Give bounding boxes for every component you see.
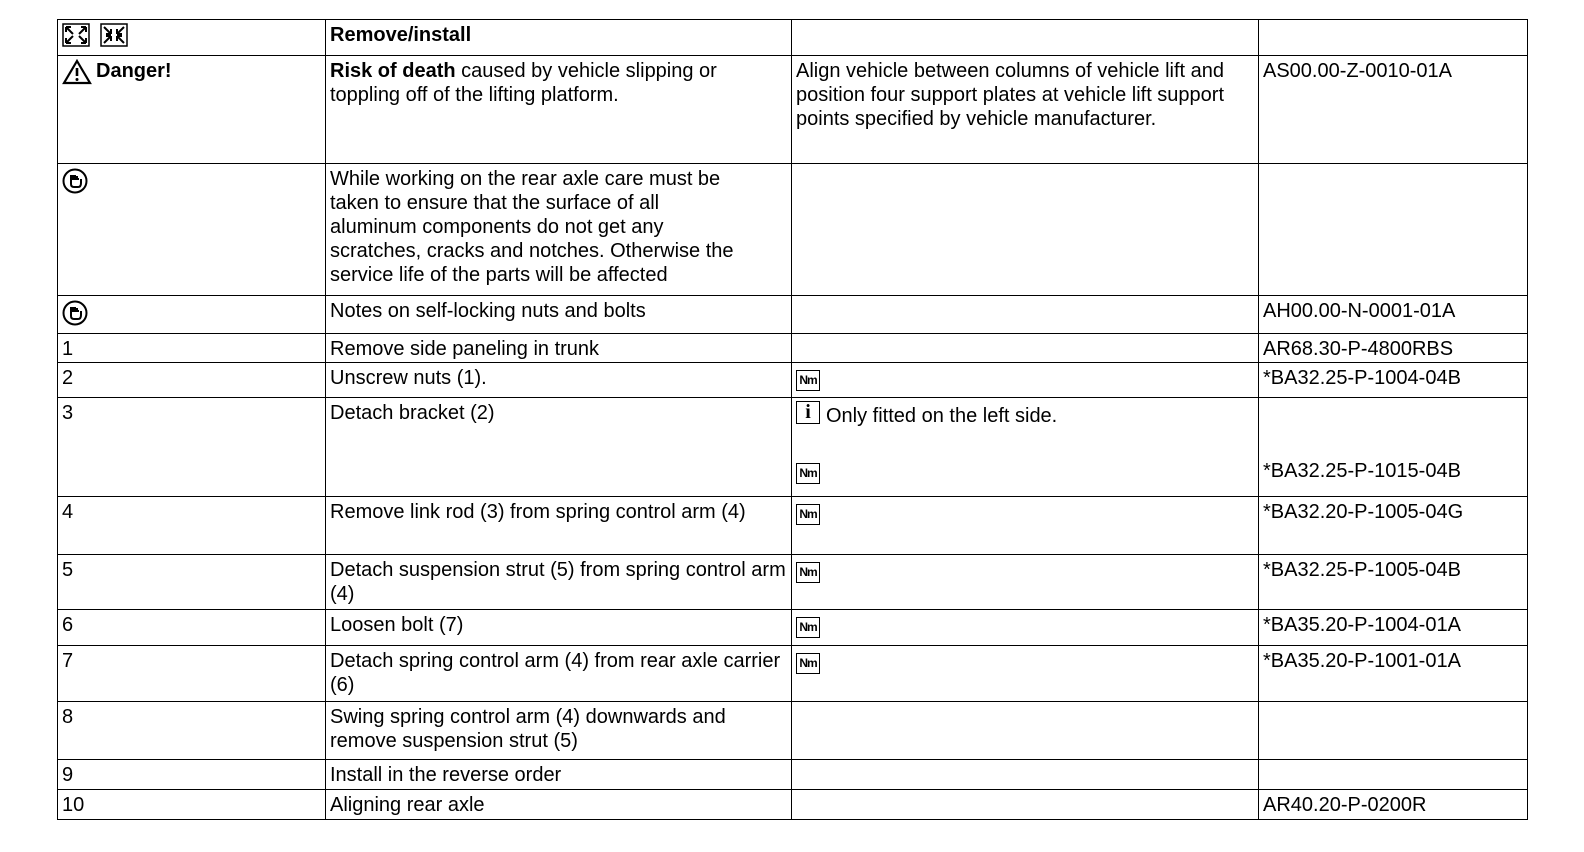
- step-text: Detach suspension strut (5) from spring control arm (4): [326, 555, 792, 610]
- note-hand-icon: [62, 168, 88, 194]
- step-detail-cell: [792, 334, 1259, 363]
- torque-nm-icon: Nm: [796, 562, 820, 583]
- step-number: 8: [58, 702, 326, 760]
- step-detail-cell: [792, 760, 1259, 790]
- danger-label: Danger!: [96, 60, 172, 82]
- risk-text: caused by vehicle slipping or toppling off of the lifting platform.: [330, 60, 717, 106]
- step-ref: *BA35.20-P-1004-01A: [1259, 610, 1528, 646]
- torque-nm-icon: Nm: [796, 463, 820, 484]
- step-ref-cell: [1259, 398, 1528, 497]
- note-row: [58, 296, 1528, 334]
- step-detail-cell: [792, 555, 1259, 610]
- header-row: [58, 20, 1528, 56]
- note-icon-cell: [58, 296, 326, 334]
- note-ref-cell: AH00.00-N-0001-01A: [1259, 296, 1528, 334]
- header-empty-cell: [792, 20, 1259, 56]
- step-ref: *BA35.20-P-1001-01A: [1259, 646, 1528, 702]
- step-number: 7: [58, 646, 326, 702]
- step-text: Remove side paneling in trunk: [326, 334, 792, 363]
- info-icon: i: [796, 401, 820, 424]
- warning-triangle-icon: [62, 59, 92, 85]
- step-detail-cell: [792, 497, 1259, 555]
- step-ref: AR68.30-P-4800RBS: [1259, 334, 1528, 363]
- danger-ref-cell: AS00.00-Z-0010-01A: [1259, 56, 1528, 164]
- step-number: 5: [58, 555, 326, 610]
- step-row: [58, 398, 1528, 497]
- note-icon-cell: [58, 164, 326, 296]
- step-number: 2: [58, 363, 326, 398]
- step-detail-cell: [792, 363, 1259, 398]
- step-row: [58, 760, 1528, 790]
- step-text: Detach bracket (2): [326, 398, 792, 497]
- torque-nm-icon: Nm: [796, 370, 820, 391]
- collapse-arrows-icon: [100, 23, 128, 47]
- step-detail-cell: [792, 790, 1259, 820]
- danger-row: [58, 56, 1528, 164]
- torque-nm-icon: Nm: [796, 504, 820, 525]
- step-text: Unscrew nuts (1).: [326, 363, 792, 398]
- note-empty-cell: [792, 296, 1259, 334]
- danger-risk-cell: [326, 56, 792, 164]
- procedure-table: [57, 19, 1528, 820]
- step-row: [58, 790, 1528, 820]
- step-text: Remove link rod (3) from spring control arm (4): [326, 497, 792, 555]
- step-number: 6: [58, 610, 326, 646]
- risk-bold-text: Risk of death: [330, 60, 456, 82]
- step-row: [58, 334, 1528, 363]
- step-text: Loosen bolt (7): [326, 610, 792, 646]
- step-row: [58, 646, 1528, 702]
- step-row: [58, 497, 1528, 555]
- step-number: 3: [58, 398, 326, 497]
- step-detail-cell: [792, 702, 1259, 760]
- step-text: Detach spring control arm (4) from rear axle carrier (6): [326, 646, 792, 702]
- step-ref: [1259, 760, 1528, 790]
- note-text: Notes on self-locking nuts and bolts: [326, 296, 792, 334]
- step-text: Install in the reverse order: [326, 760, 792, 790]
- step-ref: *BA32.25-P-1005-04B: [1259, 555, 1528, 610]
- step-number: 4: [58, 497, 326, 555]
- step-detail-cell: [792, 398, 1259, 497]
- step-row: [58, 702, 1528, 760]
- danger-label-cell: [58, 56, 326, 164]
- torque-nm-icon: Nm: [796, 653, 820, 674]
- note-empty-cell: [792, 164, 1259, 296]
- step-ref: AR40.20-P-0200R: [1259, 790, 1528, 820]
- danger-measure-cell: Align vehicle between columns of vehicle lift and position four support plates at vehicle lift support points specified by vehicle manufacturer.: [792, 56, 1259, 164]
- step-number: 10: [58, 790, 326, 820]
- step-ref: [1259, 702, 1528, 760]
- step-row: [58, 555, 1528, 610]
- header-title: Remove/install: [326, 20, 792, 56]
- note-hand-icon: [62, 300, 88, 326]
- torque-nm-icon: Nm: [796, 617, 820, 638]
- header-empty-cell: [1259, 20, 1528, 56]
- expand-arrows-icon: [62, 23, 90, 47]
- note-row: [58, 164, 1528, 296]
- header-icons-cell: [58, 20, 326, 56]
- step-info-text: Only fitted on the left side.: [826, 405, 1058, 427]
- step-number: 1: [58, 334, 326, 363]
- step-row: [58, 363, 1528, 398]
- step-text: Aligning rear axle: [326, 790, 792, 820]
- step-detail-cell: [792, 646, 1259, 702]
- step-ref: *BA32.25-P-1004-04B: [1259, 363, 1528, 398]
- step-detail-cell: [792, 610, 1259, 646]
- step-ref: *BA32.20-P-1005-04G: [1259, 497, 1528, 555]
- note-ref-cell: [1259, 164, 1528, 296]
- note-text: While working on the rear axle care must be taken to ensure that the surface of all aluminum components do not get any scratches, cracks and notches. Otherwise the service life of the parts will be affected: [326, 164, 792, 296]
- step-row: [58, 610, 1528, 646]
- step-ref: *BA32.25-P-1015-04B: [1263, 460, 1461, 482]
- step-text: Swing spring control arm (4) downwards and remove suspension strut (5): [326, 702, 792, 760]
- step-number: 9: [58, 760, 326, 790]
